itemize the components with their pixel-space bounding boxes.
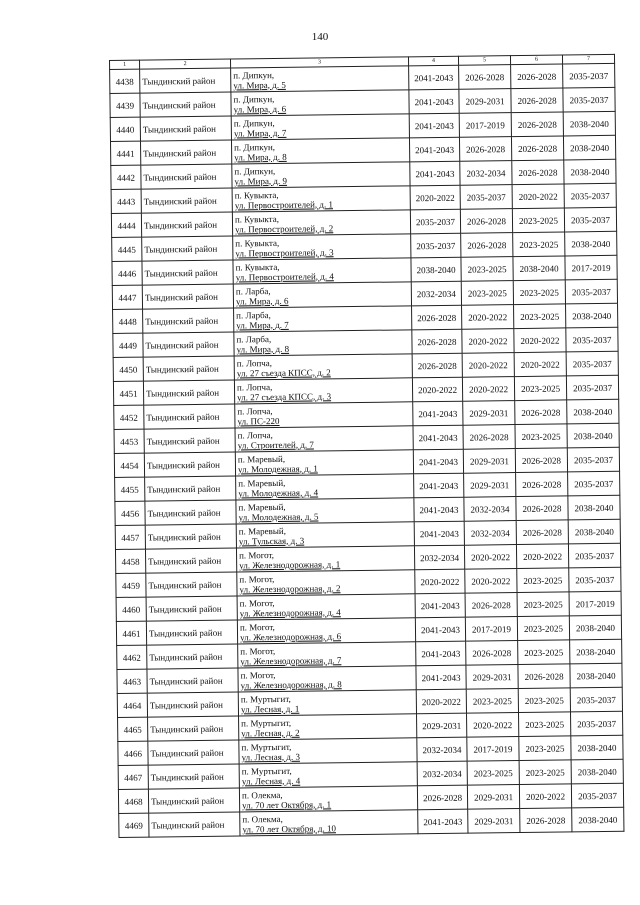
- column-header: 1: [110, 60, 140, 69]
- district-cell: Тындинский район: [141, 212, 232, 237]
- period-cell: 2020-2022: [462, 329, 514, 354]
- period-cell: 2023-2025: [461, 257, 513, 282]
- street-address: ул. Первостроителей, д. 4: [235, 270, 334, 282]
- street-address: ул. Железнодорожная, д. 4: [239, 606, 341, 618]
- column-header: 4: [408, 56, 458, 66]
- address-cell: [237, 594, 415, 620]
- street-address: ул. Мира, д. 8: [236, 343, 290, 354]
- street-address: ул. Первостроителей, д. 2: [235, 222, 334, 234]
- period-cell: 2026-2028: [412, 305, 462, 330]
- district-cell: Тындинский район: [148, 764, 239, 789]
- period-cell: 2020-2022: [467, 713, 519, 738]
- street-address: ул. Молодежная, д. 4: [238, 486, 319, 498]
- row-number: 4465: [118, 717, 148, 741]
- settlement-name: п. Олекма,: [241, 789, 283, 800]
- period-cell: 2035-2037: [563, 63, 615, 88]
- period-cell: 2038-2040: [513, 256, 565, 281]
- address-cell: [235, 402, 413, 428]
- period-cell: 2023-2025: [514, 376, 566, 401]
- street-address: ул. Тульская, д. 3: [238, 535, 305, 546]
- period-cell: 2020-2022: [415, 569, 465, 594]
- period-cell: 2038-2040: [566, 303, 618, 328]
- period-cell: 2041-2043: [416, 665, 466, 690]
- street-address: ул. ПС-220: [237, 415, 280, 426]
- district-cell: Тындинский район: [143, 380, 234, 405]
- row-number: 4462: [117, 645, 147, 669]
- period-cell: 2041-2043: [409, 137, 459, 162]
- settlement-name: п. Могот,: [238, 549, 275, 560]
- period-cell: 2017-2019: [459, 113, 511, 138]
- period-cell: 2035-2037: [567, 447, 619, 472]
- address-cell: [232, 186, 410, 212]
- street-address: ул. Первостроителей, д. 1: [234, 198, 334, 210]
- period-cell: 2035-2037: [568, 543, 620, 568]
- row-number: 4450: [113, 357, 143, 381]
- settlement-name: п. Маревый,: [237, 453, 286, 464]
- district-cell: Тындинский район: [149, 812, 240, 837]
- period-cell: 2035-2037: [566, 375, 618, 400]
- column-header: 5: [458, 56, 510, 66]
- settlement-name: п. Могот,: [239, 573, 275, 584]
- street-address: ул. 70 лет Октября, д. 1: [242, 798, 332, 810]
- period-cell: 2035-2037: [564, 183, 616, 208]
- period-cell: 2041-2043: [415, 593, 465, 618]
- street-address: ул. Мира, д. 7: [236, 319, 289, 330]
- period-cell: 2035-2037: [460, 185, 512, 210]
- address-cell: [234, 330, 412, 356]
- address-cell: [235, 426, 413, 452]
- row-number: 4452: [114, 405, 144, 429]
- street-address: ул. Железнодорожная, д. 7: [240, 654, 342, 666]
- period-cell: 2032-2034: [464, 521, 516, 546]
- settlement-name: п. Дипкун,: [233, 93, 275, 104]
- table-body: [110, 63, 624, 837]
- period-cell: 2035-2037: [564, 207, 616, 232]
- settlement-name: п. Лопча,: [236, 381, 273, 392]
- street-address: ул. Молодежная, д. 5: [238, 510, 319, 522]
- period-cell: 2020-2022: [412, 377, 462, 402]
- period-cell: 2017-2019: [565, 255, 617, 280]
- period-cell: 2023-2025: [461, 281, 513, 306]
- row-number: 4467: [118, 765, 148, 789]
- street-address: ул. Лесная, д. 2: [241, 727, 300, 738]
- period-cell: 2035-2037: [565, 279, 617, 304]
- street-address: ул. Железнодорожная, д. 1: [239, 558, 341, 570]
- district-cell: Тындинский район: [145, 548, 236, 573]
- period-cell: 2023-2025: [466, 689, 518, 714]
- address-cell: [236, 498, 414, 524]
- settlement-name: п. Муртыгит,: [241, 765, 292, 776]
- street-address: ул. Железнодорожная, д. 8: [240, 678, 342, 690]
- period-cell: 2026-2028: [511, 64, 563, 89]
- address-cell: [236, 474, 414, 500]
- period-cell: 2023-2025: [467, 761, 519, 786]
- address-cell: [236, 546, 414, 572]
- street-address: ул. Лесная, д. 4: [241, 775, 301, 786]
- row-number: 4457: [115, 525, 145, 549]
- period-cell: 2023-2025: [517, 568, 569, 593]
- street-address: ул. Мира, д. 9: [234, 175, 288, 186]
- period-cell: 2041-2043: [413, 401, 463, 426]
- district-cell: Тындинский район: [143, 356, 234, 381]
- settlement-name: п. Могот,: [240, 645, 276, 656]
- row-number: 4443: [111, 189, 141, 213]
- period-cell: 2038-2040: [572, 807, 624, 832]
- period-cell: 2017-2019: [569, 591, 621, 616]
- period-cell: 2026-2028: [511, 112, 563, 137]
- period-cell: 2017-2019: [465, 617, 517, 642]
- period-cell: 2026-2028: [417, 785, 467, 810]
- period-cell: 2029-2031: [467, 785, 519, 810]
- district-cell: Тындинский район: [146, 620, 237, 645]
- period-cell: 2032-2034: [417, 761, 467, 786]
- period-cell: 2026-2028: [511, 88, 563, 113]
- settlement-name: п. Лопча,: [237, 429, 273, 440]
- address-cell: [231, 66, 409, 92]
- period-cell: 2026-2028: [515, 448, 567, 473]
- period-cell: 2026-2028: [412, 329, 462, 354]
- settlement-name: п. Ларба,: [236, 333, 272, 344]
- district-cell: Тындинский район: [143, 332, 234, 357]
- period-cell: 2023-2025: [518, 688, 570, 713]
- district-cell: Тындинский район: [147, 692, 238, 717]
- period-cell: 2038-2040: [565, 231, 617, 256]
- address-cell: [231, 90, 409, 116]
- period-cell: 2020-2022: [465, 569, 517, 594]
- address-cell: [233, 258, 411, 284]
- period-cell: 2026-2028: [515, 400, 567, 425]
- district-cell: Тындинский район: [148, 788, 239, 813]
- period-cell: 2038-2040: [563, 135, 615, 160]
- period-cell: 2029-2031: [464, 473, 516, 498]
- period-cell: 2035-2037: [410, 209, 460, 234]
- district-cell: Тындинский район: [142, 284, 233, 309]
- period-cell: 2026-2028: [512, 160, 564, 185]
- address-cell: [237, 570, 415, 596]
- settlement-name: п. Кувыкта,: [235, 237, 280, 248]
- period-cell: 2035-2037: [566, 351, 618, 376]
- period-cell: 2023-2025: [517, 592, 569, 617]
- street-address: ул. Первостроителей, д. 3: [235, 246, 334, 258]
- row-number: 4453: [114, 429, 144, 453]
- period-cell: 2038-2040: [567, 423, 619, 448]
- period-cell: 2041-2043: [410, 161, 460, 186]
- settlement-name: п. Муртыгит,: [241, 717, 292, 728]
- period-cell: 2029-2031: [417, 713, 467, 738]
- row-number: 4449: [113, 333, 143, 357]
- period-cell: 2023-2025: [518, 640, 570, 665]
- row-number: 4439: [110, 93, 140, 117]
- period-cell: 2026-2028: [516, 496, 568, 521]
- row-number: 4447: [112, 285, 142, 309]
- period-cell: 2035-2037: [570, 711, 622, 736]
- period-cell: 2023-2025: [513, 232, 565, 257]
- period-cell: 2026-2028: [518, 664, 570, 689]
- address-cell: [237, 618, 415, 644]
- housing-repair-schedule-table: [109, 54, 624, 838]
- address-cell: [236, 522, 414, 548]
- district-cell: Тындинский район: [146, 572, 237, 597]
- period-cell: 2038-2040: [571, 735, 623, 760]
- street-address: ул. Мира, д. 6: [233, 103, 287, 114]
- street-address: ул. Мира, д. 5: [233, 79, 286, 90]
- period-cell: 2020-2022: [462, 353, 514, 378]
- period-cell: 2032-2034: [464, 497, 516, 522]
- district-cell: Тындинский район: [144, 452, 235, 477]
- period-cell: 2032-2034: [411, 281, 461, 306]
- street-address: ул. Мира, д. 7: [233, 127, 287, 138]
- period-cell: 2020-2022: [514, 352, 566, 377]
- district-cell: Тындинский район: [140, 116, 231, 141]
- street-address: ул. Лесная, д. 1: [240, 703, 300, 714]
- period-cell: 2020-2022: [410, 185, 460, 210]
- settlement-name: п. Дипкун,: [233, 117, 275, 128]
- address-cell: [234, 306, 412, 332]
- period-cell: 2038-2040: [569, 615, 621, 640]
- period-cell: 2026-2028: [520, 808, 572, 833]
- row-number: 4458: [115, 549, 145, 573]
- period-cell: 2041-2043: [413, 449, 463, 474]
- period-cell: 2020-2022: [462, 305, 514, 330]
- settlement-name: п. Муртыгит,: [241, 741, 292, 752]
- row-number: 4456: [115, 501, 145, 525]
- period-cell: 2020-2022: [516, 544, 568, 569]
- column-header: 6: [510, 55, 562, 65]
- street-address: ул. Мира, д. 6: [235, 295, 289, 306]
- period-cell: 2026-2028: [465, 593, 517, 618]
- period-cell: 2029-2031: [463, 449, 515, 474]
- street-address: ул. Строителей, д. 7: [237, 439, 314, 450]
- period-cell: 2023-2025: [517, 616, 569, 641]
- period-cell: 2032-2034: [414, 545, 464, 570]
- row-number: 4440: [110, 117, 140, 141]
- period-cell: 2029-2031: [468, 809, 520, 834]
- period-cell: 2029-2031: [463, 401, 515, 426]
- period-cell: 2035-2037: [571, 783, 623, 808]
- settlement-name: п. Кувыкта,: [234, 213, 279, 224]
- period-cell: 2020-2022: [514, 328, 566, 353]
- column-header: 2: [140, 59, 231, 69]
- period-cell: 2035-2037: [569, 567, 621, 592]
- address-cell: [239, 786, 417, 812]
- settlement-name: п. Маревый,: [238, 525, 286, 536]
- street-address: ул. 27 съезда КПСС, д. 2: [236, 366, 331, 378]
- period-cell: 2023-2025: [513, 280, 565, 305]
- row-number: 4441: [110, 141, 140, 165]
- period-cell: 2041-2043: [414, 497, 464, 522]
- period-cell: 2041-2043: [409, 65, 459, 90]
- street-address: ул. 27 съезда КПСС, д. 3: [237, 390, 332, 402]
- district-cell: Тындинский район: [144, 428, 235, 453]
- address-cell: [238, 642, 416, 668]
- row-number: 4446: [112, 261, 142, 285]
- period-cell: 2020-2022: [462, 377, 514, 402]
- street-address: ул. Молодежная, д. 1: [237, 462, 318, 474]
- settlement-name: п. Могот,: [239, 621, 275, 632]
- period-cell: 2038-2040: [567, 399, 619, 424]
- address-cell: [232, 162, 410, 188]
- period-cell: 2035-2037: [563, 87, 615, 112]
- period-cell: 2017-2019: [467, 737, 519, 762]
- period-cell: 2038-2040: [411, 257, 461, 282]
- period-cell: 2029-2031: [466, 665, 518, 690]
- address-cell: [232, 210, 410, 236]
- district-cell: Тындинский район: [148, 716, 239, 741]
- settlement-name: п. Маревый,: [238, 477, 286, 488]
- street-address: ул. Мира, д. 8: [234, 151, 287, 162]
- row-number: 4464: [117, 693, 147, 717]
- period-cell: 2026-2028: [516, 520, 568, 545]
- period-cell: 2023-2025: [515, 424, 567, 449]
- address-cell: [234, 378, 412, 404]
- settlement-name: п. Ларба,: [235, 285, 271, 296]
- period-cell: 2035-2037: [566, 327, 618, 352]
- page-number: 140: [311, 31, 329, 43]
- street-address: ул. Лесная, д. 3: [241, 751, 300, 762]
- street-address: ул. Железнодорожная, д. 6: [239, 630, 342, 642]
- period-cell: 2026-2028: [459, 65, 511, 90]
- period-cell: 2041-2043: [409, 113, 459, 138]
- row-number: 4442: [111, 165, 141, 189]
- row-number: 4451: [113, 381, 143, 405]
- period-cell: 2041-2043: [413, 425, 463, 450]
- period-cell: 2020-2022: [416, 689, 466, 714]
- period-cell: 2032-2034: [460, 161, 512, 186]
- district-cell: Тындинский район: [141, 164, 232, 189]
- period-cell: 2041-2043: [415, 617, 465, 642]
- address-cell: [239, 738, 417, 764]
- period-cell: 2041-2043: [409, 89, 459, 114]
- district-cell: Тындинский район: [140, 92, 231, 117]
- district-cell: Тындинский район: [146, 596, 237, 621]
- period-cell: 2032-2034: [417, 737, 467, 762]
- period-cell: 2035-2037: [411, 233, 461, 258]
- period-cell: 2038-2040: [564, 159, 616, 184]
- district-cell: Тындинский район: [147, 644, 238, 669]
- period-cell: 2026-2028: [463, 425, 515, 450]
- row-number: 4469: [119, 813, 149, 837]
- period-cell: 2026-2028: [460, 209, 512, 234]
- address-cell: [239, 762, 417, 788]
- district-cell: Тындинский район: [148, 740, 239, 765]
- address-cell: [233, 234, 411, 260]
- row-number: 4463: [117, 669, 147, 693]
- district-cell: Тындинский район: [144, 404, 235, 429]
- settlement-name: п. Лопча,: [236, 357, 273, 368]
- district-cell: Тындинский район: [140, 68, 231, 93]
- period-cell: 2026-2028: [461, 233, 513, 258]
- address-cell: [240, 810, 418, 836]
- street-address: ул. Железнодорожная, д. 2: [239, 582, 341, 594]
- row-number: 4454: [114, 453, 144, 477]
- settlement-name: п. Лопча,: [237, 405, 273, 416]
- district-cell: Тындинский район: [147, 668, 238, 693]
- street-address: ул. 70 лет Октября, д. 10: [242, 822, 336, 834]
- settlement-name: п. Ларба,: [236, 309, 271, 320]
- period-cell: 2023-2025: [514, 304, 566, 329]
- settlement-name: п. Муртыгит,: [240, 693, 291, 704]
- address-cell: [239, 714, 417, 740]
- period-cell: 2038-2040: [570, 663, 622, 688]
- row-number: 4438: [110, 69, 140, 93]
- district-cell: Тындинский район: [141, 188, 232, 213]
- settlement-name: п. Олекма,: [242, 813, 283, 824]
- period-cell: 2026-2028: [516, 472, 568, 497]
- period-cell: 2041-2043: [414, 473, 464, 498]
- row-number: 4466: [118, 741, 148, 765]
- row-number: 4460: [116, 597, 146, 621]
- period-cell: 2023-2025: [512, 208, 564, 233]
- row-number: 4445: [112, 237, 142, 261]
- period-cell: 2038-2040: [568, 519, 620, 544]
- period-cell: 2038-2040: [570, 639, 622, 664]
- row-number: 4455: [115, 477, 145, 501]
- district-cell: Тындинский район: [145, 476, 236, 501]
- period-cell: 2023-2025: [519, 760, 571, 785]
- settlement-name: п. Могот,: [240, 669, 276, 680]
- period-cell: 2041-2043: [414, 521, 464, 546]
- period-cell: 2041-2043: [418, 809, 468, 834]
- column-header: 7: [562, 54, 614, 64]
- period-cell: 2029-2031: [459, 89, 511, 114]
- period-cell: 2020-2022: [512, 184, 564, 209]
- district-cell: Тындинский район: [145, 500, 236, 525]
- district-cell: Тындинский район: [142, 236, 233, 261]
- district-cell: Тындинский район: [140, 140, 231, 165]
- address-cell: [233, 282, 411, 308]
- address-cell: [235, 450, 413, 476]
- settlement-name: п. Дипкун,: [234, 165, 276, 176]
- period-cell: 2020-2022: [464, 545, 516, 570]
- period-cell: 2020-2022: [519, 784, 571, 809]
- row-number: 4448: [113, 309, 143, 333]
- period-cell: 2026-2028: [412, 353, 462, 378]
- row-number: 4468: [118, 789, 148, 813]
- address-cell: [238, 666, 416, 692]
- settlement-name: п. Дипкун,: [234, 141, 276, 152]
- settlement-name: п. Могот,: [239, 597, 275, 608]
- settlement-name: п. Кувыкта,: [235, 261, 280, 272]
- address-cell: [231, 138, 409, 164]
- period-cell: 2038-2040: [563, 111, 615, 136]
- column-header: 3: [230, 57, 408, 68]
- district-cell: Тындинский район: [145, 524, 236, 549]
- period-cell: 2026-2028: [459, 137, 511, 162]
- address-cell: [238, 690, 416, 716]
- district-cell: Тындинский район: [142, 260, 233, 285]
- period-cell: 2023-2025: [519, 736, 571, 761]
- row-number: 4444: [111, 213, 141, 237]
- settlement-name: п. Маревый,: [238, 501, 286, 512]
- period-cell: 2041-2043: [416, 641, 466, 666]
- period-cell: 2035-2037: [568, 471, 620, 496]
- period-cell: 2038-2040: [568, 495, 620, 520]
- period-cell: 2038-2040: [571, 759, 623, 784]
- address-cell: [234, 354, 412, 380]
- row-number: 4459: [116, 573, 146, 597]
- settlement-name: п. Дипкун,: [233, 69, 275, 80]
- address-cell: [231, 114, 409, 140]
- settlement-name: п. Кувыкта,: [234, 189, 279, 200]
- table-row: [119, 807, 624, 837]
- period-cell: 2026-2028: [511, 136, 563, 161]
- period-cell: 2023-2025: [519, 712, 571, 737]
- district-cell: Тындинский район: [143, 308, 234, 333]
- row-number: 4461: [116, 621, 146, 645]
- period-cell: 2035-2037: [570, 687, 622, 712]
- period-cell: 2026-2028: [466, 641, 518, 666]
